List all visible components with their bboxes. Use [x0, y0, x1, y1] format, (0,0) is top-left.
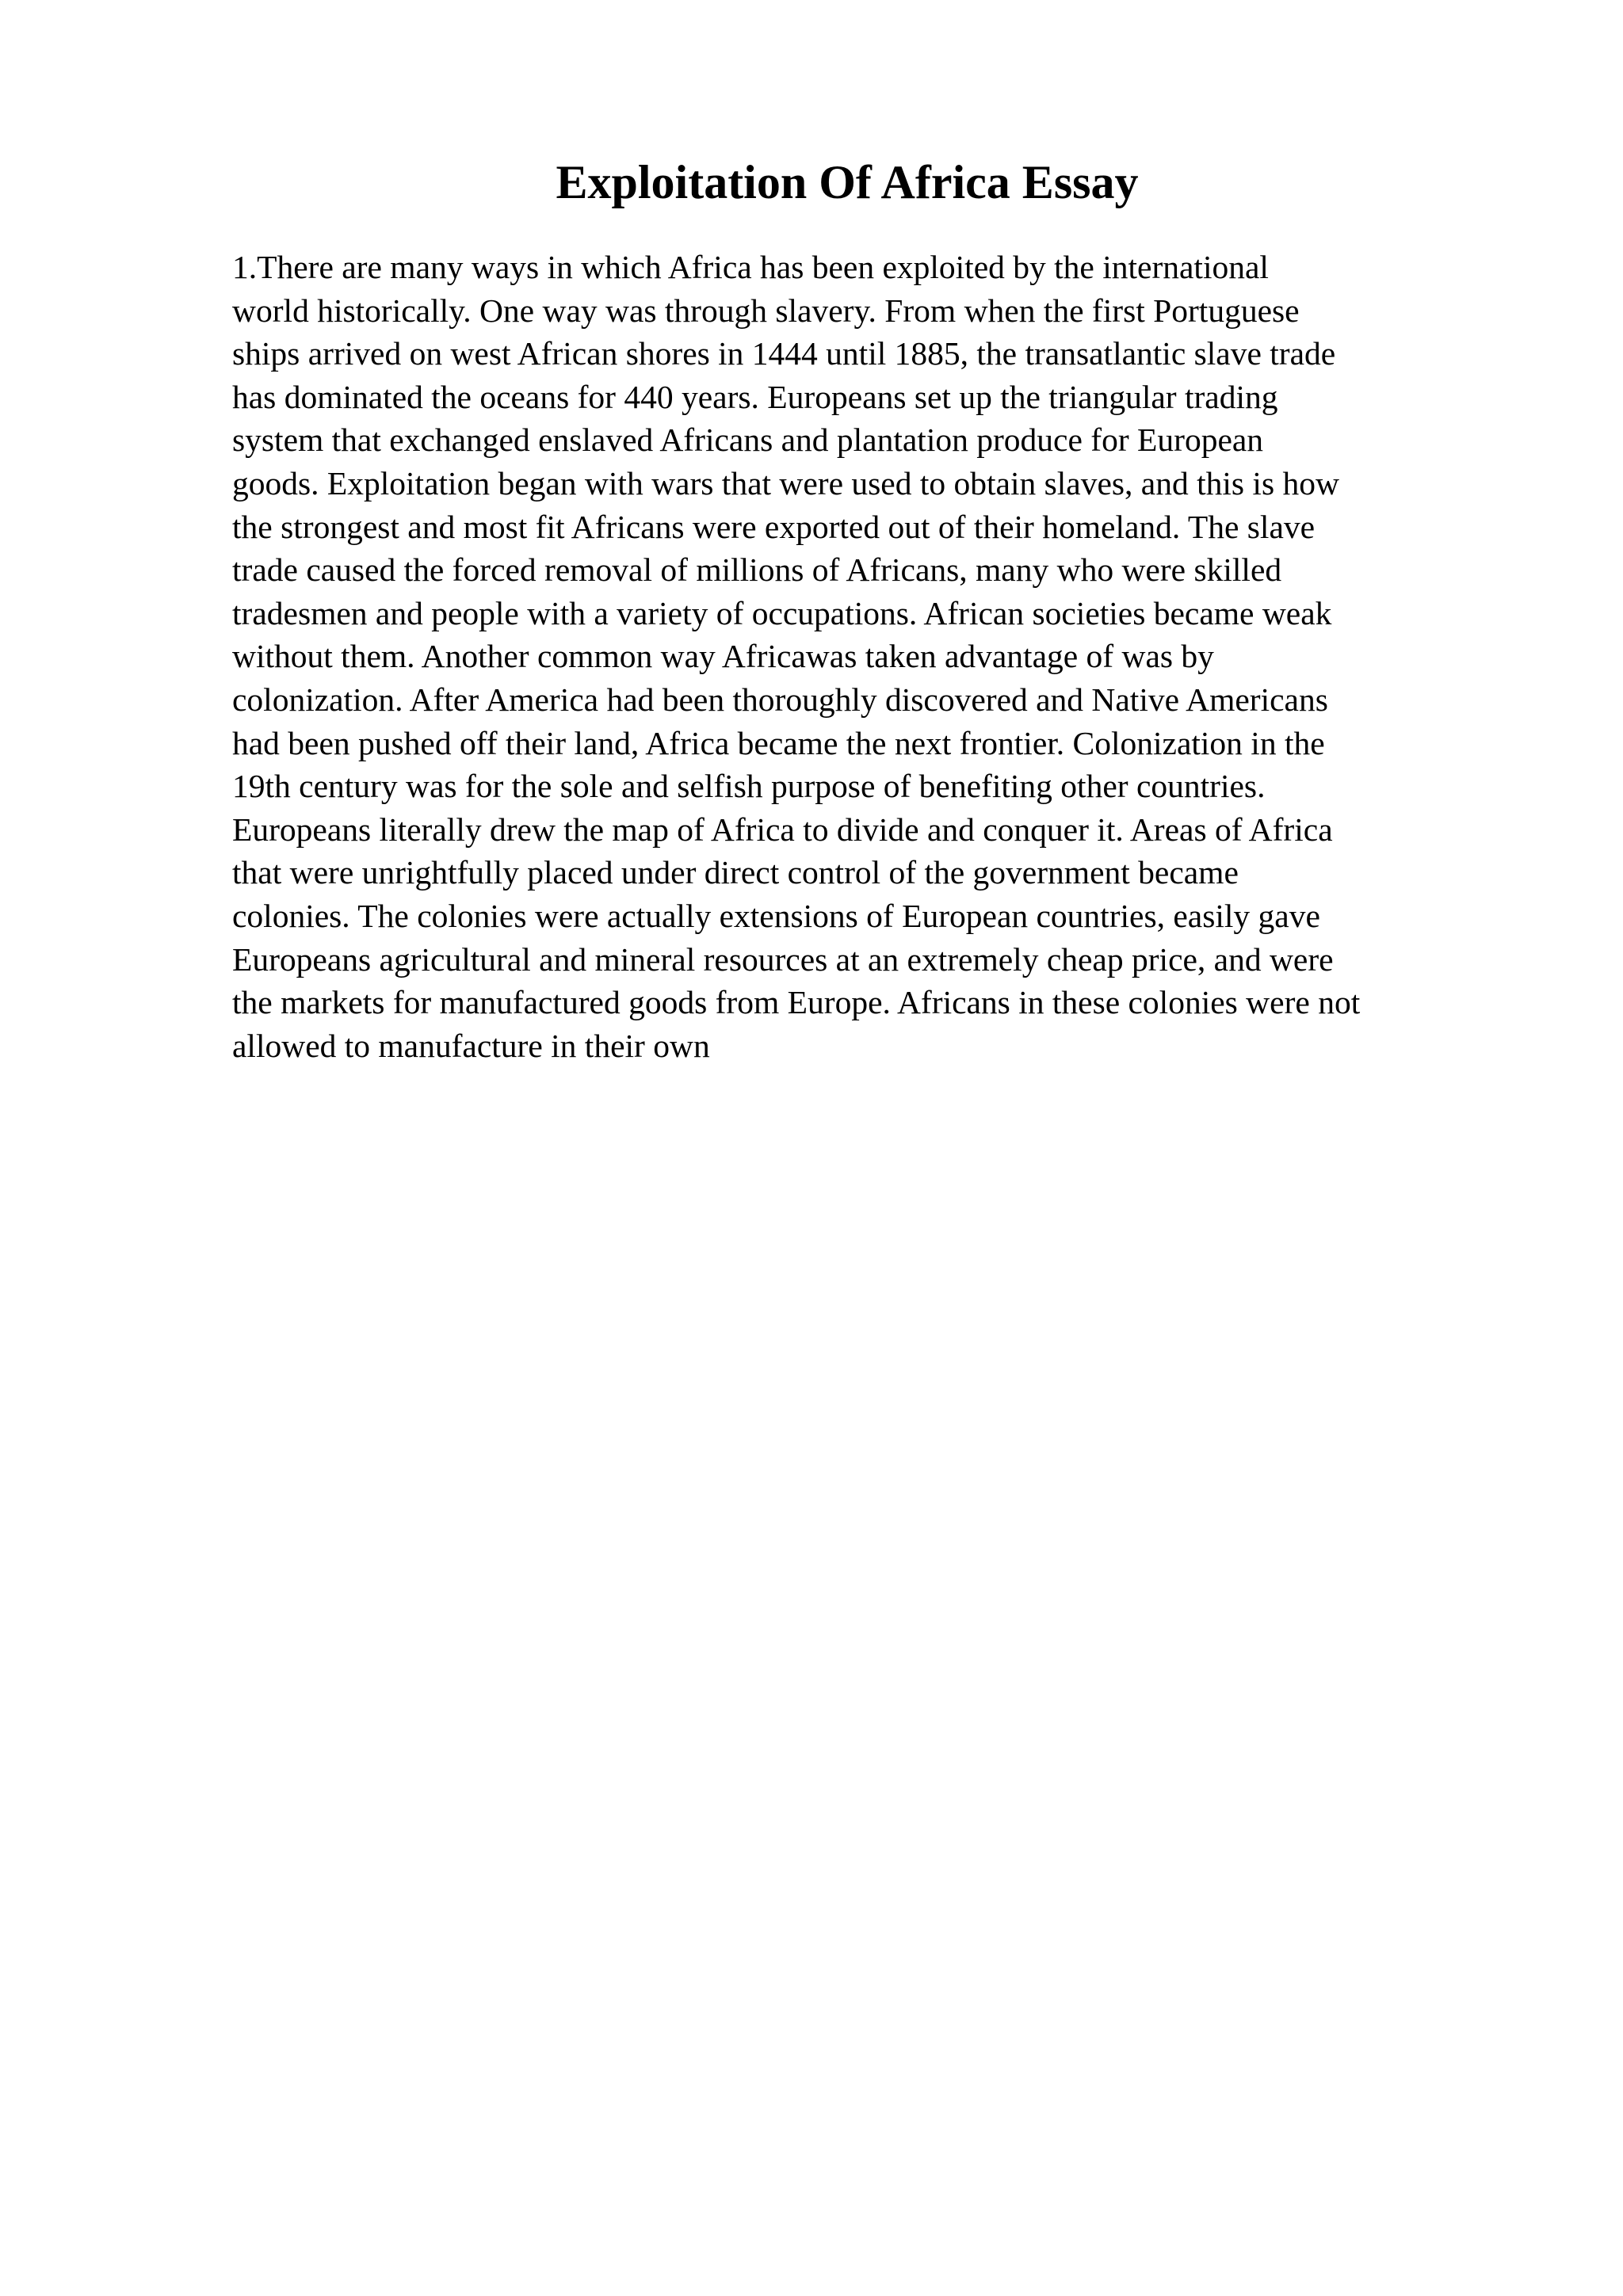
paragraph-line: world historically. One way was through slavery. From when the first Portuguese — [232, 292, 1300, 329]
paragraph-line: allowed to manufacture in their own — [232, 1027, 710, 1064]
paragraph-line: trade caused the forced removal of millions of Africans, many who were skilled — [232, 551, 1282, 589]
paragraph-line: has dominated the oceans for 440 years. Europeans set up the triangular trading — [232, 378, 1278, 415]
paragraph-line: 19th century was for the sole and selfish purpose of benefiting other countries. — [232, 768, 1266, 805]
essay-paragraph — [232, 246, 1532, 1067]
paragraph-line: Europeans agricultural and mineral resources at an extremely cheap price, and were — [232, 940, 1334, 978]
paragraph-line: goods. Exploitation began with wars that were used to obtain slaves, and this is how — [232, 464, 1339, 502]
paragraph-line: colonization. After America had been thoroughly discovered and Native Americans — [232, 681, 1328, 718]
paragraph-line: colonies. The colonies were actually extensions of European countries, easily gave — [232, 897, 1320, 934]
paragraph-line: that were unrightfully placed under direct control of the government became — [232, 854, 1239, 891]
paragraph-line: ships arrived on west African shores in 1444 until 1885, the transatlantic slave trade — [232, 335, 1336, 372]
paragraph-line: 1.There are many ways in which Africa has been exploited by the international — [232, 249, 1269, 285]
paragraph-line: had been pushed off their land, Africa became the next frontier. Colonization in the — [232, 724, 1325, 761]
paragraph-line: system that exchanged enslaved Africans and plantation produce for European — [232, 421, 1264, 459]
paragraph-line: tradesmen and people with a variety of occupations. African societies became weak — [232, 594, 1332, 631]
page-title: Exploitation Of Africa Essay — [556, 156, 1139, 208]
paragraph-line: the strongest and most fit Africans were exported out of their homeland. The slave — [232, 508, 1316, 545]
paragraph-line: without them. Another common way Africawas taken advantage of was by — [232, 638, 1214, 675]
paragraph-line: the markets for manufactured goods from Europe. Africans in these colonies were not — [232, 984, 1361, 1021]
paragraph-line: Europeans literally drew the map of Africa to divide and conquer it. Areas of Africa — [232, 810, 1333, 848]
